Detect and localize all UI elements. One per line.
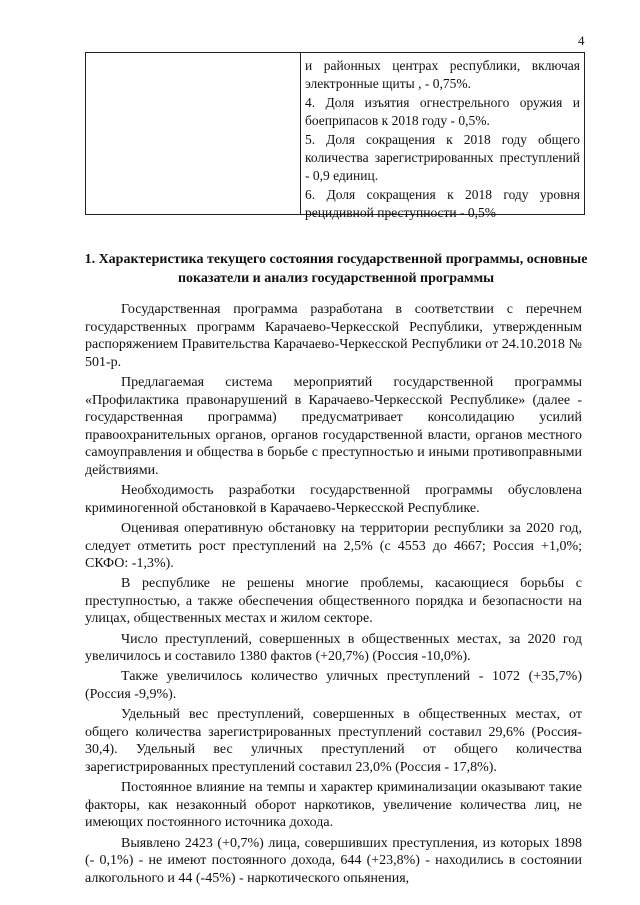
paragraph: Предлагаемая система мероприятий государственной программы «Профилактика правонарушений в Карачаево-Черкесской Республике» (далее - государственная программа) предусматривает консолидацию усилий правоохранительных органов, органов государственной власти, органов местного самоуправления и общества в борьбе с преступностью и иными противоправными действиями. xyxy=(85,374,582,478)
paragraph: В республике не решены многие проблемы, касающиеся борьбы с преступностью, а также обеспечения общественного порядка и безопасности на улицах, общественных местах и жилом секторе. xyxy=(85,576,582,627)
section-heading: 1. Характеристика текущего состояния государственной программы, основные показатели и анализ государственной программы xyxy=(84,252,588,286)
paragraph: Также увеличилось количество уличных преступлений - 1072 (+35,7%) (Россия -9,9%). xyxy=(85,669,582,703)
table-line: 4. Доля изъятия огнестрельного оружия и боеприпасов к 2018 году - 0,5%. xyxy=(305,94,580,129)
body-text xyxy=(85,301,582,890)
paragraph: Оценивая оперативную обстановку на территории республики за 2020 год, следует отметить рост преступлений на 2,5% (с 4553 до 4667; Россия +1,0%; СКФО: -1,3%). xyxy=(85,520,582,572)
table-left-cell xyxy=(86,53,301,214)
paragraph: Число преступлений, совершенных в общественных местах, за 2020 год увеличилось и составило 1380 фактов (+20,7%) (Россия -10,0%). xyxy=(85,631,582,665)
paragraph: Удельный вес преступлений, совершенных в общественных местах, от общего количества зарегистрированных преступлений составил 29,6% (Россия- 30,4). Удельный вес уличных преступлений от общего количества зарегистрированных преступлений составил 23,0% (Россия - 17,8%). xyxy=(85,707,582,775)
paragraph: Выявлено 2423 (+0,7%) лица, совершивших преступления, из которых 1898 (- 0,1%) - не имеют постоянного дохода, 644 (+23,8%) - находились в состоянии алкогольного и 44 (-45%) - наркотического опьянения, xyxy=(85,835,582,886)
table-right-cell xyxy=(301,53,584,221)
table-line: 6. Доля сокращения к 2018 году уровня рецидивной преступности - 0,5% xyxy=(305,186,580,221)
paragraph: Необходимость разработки государственной программы обусловлена криминогенной обстановкой в Карачаево-Черкесской Республике. xyxy=(85,483,582,516)
indicator-table xyxy=(85,52,585,221)
table-line: 5. Доля сокращения к 2018 году общего количества зарегистрированных преступлений - 0,9 единиц. xyxy=(305,131,580,184)
page-number: 4 xyxy=(578,33,585,48)
paragraph: Государственная программа разработана в соответствии с перечнем государственных программ Карачаево-Черкесской Республики, утвержденным распоряжением Правительства Карачаево-Черкесской Республики от 24.10.2018 № 501-р. xyxy=(85,302,582,370)
table-line: и районных центрах республики, включая электронные щиты , - 0,75%. xyxy=(305,58,580,92)
paragraph: Постоянное влияние на темпы и характер криминализации оказывают такие факторы, как незаконный оборот наркотиков, увеличение количества лиц, не имеющих постоянного источника дохода. xyxy=(85,780,582,831)
